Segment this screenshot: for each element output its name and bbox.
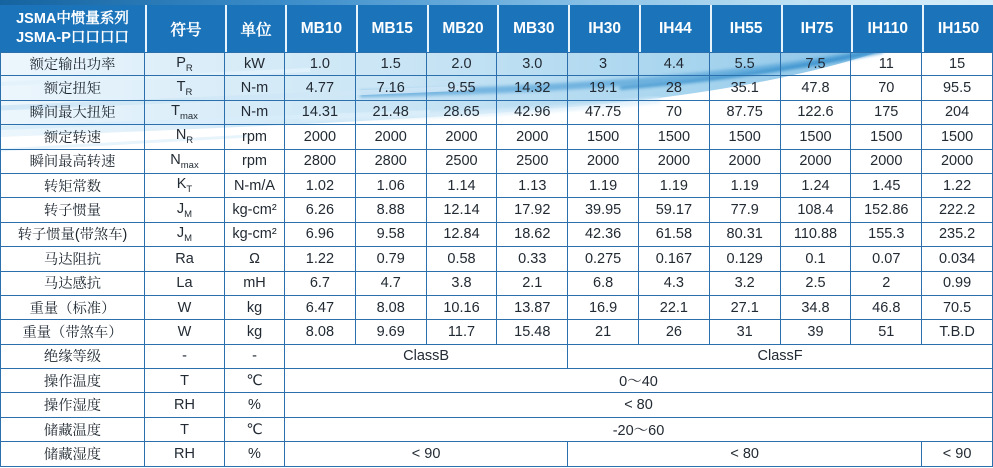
value-cell-IH75: 108.4 bbox=[781, 198, 852, 222]
merged-value-cell: < 80 bbox=[568, 442, 922, 466]
value-cell-MB30: 2000 bbox=[497, 125, 568, 149]
symbol-cell: - bbox=[145, 345, 225, 369]
model-header-IH110: IH110 bbox=[851, 5, 922, 52]
value-cell-MB15: 8.88 bbox=[356, 198, 427, 222]
symbol-cell: $N_R$ bbox=[145, 125, 225, 149]
model-header-MB10: MB10 bbox=[285, 5, 356, 52]
value-cell-IH55: 27.1 bbox=[710, 296, 781, 320]
unit-cell: kg bbox=[225, 296, 285, 320]
value-cell-MB20: 11.7 bbox=[427, 320, 498, 344]
value-cell-IH110: 2000 bbox=[851, 150, 922, 174]
merged-value-cell: ClassB bbox=[285, 345, 568, 369]
value-cell-IH75: 1.24 bbox=[781, 174, 852, 198]
symbol-subscript: R bbox=[186, 135, 194, 147]
value-cell-IH110: 0.07 bbox=[851, 247, 922, 271]
value-cell-MB10: 6.47 bbox=[285, 296, 356, 320]
spec-row bbox=[0, 174, 993, 198]
row-label: 瞬间最大扭矩 bbox=[0, 101, 145, 125]
value-cell-IH55: 77.9 bbox=[710, 198, 781, 222]
value-cell-IH150: 1.22 bbox=[922, 174, 993, 198]
value-cell-IH44: 4.3 bbox=[639, 272, 710, 296]
spec-row bbox=[0, 320, 993, 344]
row-label: 马达感抗 bbox=[0, 272, 145, 296]
merged-value-cell: < 90 bbox=[285, 442, 568, 466]
symbol-cell: T bbox=[145, 418, 225, 442]
value-cell-IH55: 31 bbox=[710, 320, 781, 344]
value-cell-IH30: 1500 bbox=[568, 125, 639, 149]
value-cell-IH55: 3.2 bbox=[710, 272, 781, 296]
row-label: 额定扭矩 bbox=[0, 76, 145, 100]
spec-row bbox=[0, 296, 993, 320]
unit-cell: Ω bbox=[225, 247, 285, 271]
value-cell-IH30: 6.8 bbox=[568, 272, 639, 296]
row-label: 转子惯量 bbox=[0, 198, 145, 222]
value-cell-IH30: 42.36 bbox=[568, 223, 639, 247]
model-header-IH150: IH150 bbox=[922, 5, 993, 52]
symbol-cell: W bbox=[145, 296, 225, 320]
symbol-subscript: T bbox=[186, 184, 193, 196]
value-cell-MB30: 15.48 bbox=[497, 320, 568, 344]
value-cell-IH44: 0.167 bbox=[639, 247, 710, 271]
unit-column-header: 单位 bbox=[225, 5, 285, 52]
row-label: 操作湿度 bbox=[0, 393, 145, 417]
value-cell-MB10: 1.0 bbox=[285, 52, 356, 76]
value-cell-IH110: 51 bbox=[851, 320, 922, 344]
value-cell-MB10: 6.96 bbox=[285, 223, 356, 247]
spec-row bbox=[0, 101, 993, 125]
value-cell-MB20: 12.14 bbox=[427, 198, 498, 222]
value-cell-MB20: 0.58 bbox=[427, 247, 498, 271]
value-cell-IH44: 26 bbox=[639, 320, 710, 344]
unit-cell: kg bbox=[225, 320, 285, 344]
spec-row bbox=[0, 393, 993, 417]
value-cell-IH110: 152.86 bbox=[851, 198, 922, 222]
value-cell-IH75: 39 bbox=[781, 320, 852, 344]
row-label: 额定输出功率 bbox=[0, 52, 145, 76]
value-cell-IH75: 7.5 bbox=[781, 52, 852, 76]
unit-cell: rpm bbox=[225, 150, 285, 174]
value-cell-IH30: 0.275 bbox=[568, 247, 639, 271]
series-title-line1: JSMA中惯量系列 bbox=[16, 10, 129, 27]
value-cell-IH55: 87.75 bbox=[710, 101, 781, 125]
value-cell-IH150: 2000 bbox=[922, 150, 993, 174]
row-label: 瞬间最高转速 bbox=[0, 150, 145, 174]
value-cell-MB30: 3.0 bbox=[497, 52, 568, 76]
value-cell-IH44: 2000 bbox=[639, 150, 710, 174]
merged-value-cell: < 90 bbox=[922, 442, 993, 466]
value-cell-MB15: 1.5 bbox=[356, 52, 427, 76]
unit-cell: rpm bbox=[225, 125, 285, 149]
value-cell-MB30: 18.62 bbox=[497, 223, 568, 247]
row-label: 储藏温度 bbox=[0, 418, 145, 442]
value-cell-IH55: 1500 bbox=[710, 125, 781, 149]
value-cell-MB20: 10.16 bbox=[427, 296, 498, 320]
value-cell-IH110: 70 bbox=[851, 76, 922, 100]
value-cell-MB20: 2.0 bbox=[427, 52, 498, 76]
symbol-cell: La bbox=[145, 272, 225, 296]
value-cell-IH75: 2.5 bbox=[781, 272, 852, 296]
value-cell-MB30: 0.33 bbox=[497, 247, 568, 271]
value-cell-IH150: 0.99 bbox=[922, 272, 993, 296]
value-cell-IH44: 22.1 bbox=[639, 296, 710, 320]
value-cell-MB30: 14.32 bbox=[497, 76, 568, 100]
unit-cell: kg-cm² bbox=[225, 198, 285, 222]
value-cell-IH55: 35.1 bbox=[710, 76, 781, 100]
symbol-subscript: R bbox=[185, 86, 193, 98]
spec-row bbox=[0, 442, 993, 466]
value-cell-IH55: 1.19 bbox=[710, 174, 781, 198]
symbol-cell: $K_T$ bbox=[145, 174, 225, 198]
value-cell-IH150: 15 bbox=[922, 52, 993, 76]
symbol-cell: $J_M$ bbox=[145, 198, 225, 222]
value-cell-IH75: 122.6 bbox=[781, 101, 852, 125]
symbol-subscript: R bbox=[185, 62, 193, 74]
symbol-subscript: max bbox=[179, 110, 198, 122]
header-row bbox=[0, 5, 993, 52]
value-cell-IH44: 1500 bbox=[639, 125, 710, 149]
value-cell-MB20: 2000 bbox=[427, 125, 498, 149]
value-cell-MB15: 7.16 bbox=[356, 76, 427, 100]
row-label: 重量（带煞车） bbox=[0, 320, 145, 344]
value-cell-IH44: 28 bbox=[639, 76, 710, 100]
symbol-cell: T bbox=[145, 369, 225, 393]
symbol-cell: $T_{max}$ bbox=[145, 101, 225, 125]
value-cell-IH55: 2000 bbox=[710, 150, 781, 174]
unit-cell: N-m bbox=[225, 101, 285, 125]
symbol-subscript: M bbox=[184, 232, 193, 244]
symbol-cell: $J_M$ bbox=[145, 223, 225, 247]
row-label: 储藏湿度 bbox=[0, 442, 145, 466]
row-label: 重量（标准） bbox=[0, 296, 145, 320]
value-cell-MB10: 2000 bbox=[285, 125, 356, 149]
value-cell-IH75: 47.8 bbox=[781, 76, 852, 100]
unit-cell: N-m/A bbox=[225, 174, 285, 198]
value-cell-IH44: 70 bbox=[639, 101, 710, 125]
value-cell-IH55: 0.129 bbox=[710, 247, 781, 271]
merged-value-cell: ClassF bbox=[568, 345, 993, 369]
symbol-subscript: M bbox=[184, 208, 193, 220]
value-cell-MB15: 9.58 bbox=[356, 223, 427, 247]
value-cell-MB15: 9.69 bbox=[356, 320, 427, 344]
symbol-cell: $N_{max}$ bbox=[145, 150, 225, 174]
value-cell-IH150: 235.2 bbox=[922, 223, 993, 247]
value-cell-MB10: 8.08 bbox=[285, 320, 356, 344]
row-label: 额定转速 bbox=[0, 125, 145, 149]
value-cell-IH44: 61.58 bbox=[639, 223, 710, 247]
unit-cell: mH bbox=[225, 272, 285, 296]
value-cell-IH30: 1.19 bbox=[568, 174, 639, 198]
value-cell-MB20: 12.84 bbox=[427, 223, 498, 247]
value-cell-IH30: 19.1 bbox=[568, 76, 639, 100]
value-cell-IH150: 0.034 bbox=[922, 247, 993, 271]
value-cell-MB10: 1.02 bbox=[285, 174, 356, 198]
merged-value-cell: < 80 bbox=[285, 393, 993, 417]
model-header-MB15: MB15 bbox=[356, 5, 427, 52]
value-cell-IH30: 47.75 bbox=[568, 101, 639, 125]
value-cell-MB30: 42.96 bbox=[497, 101, 568, 125]
value-cell-IH30: 2000 bbox=[568, 150, 639, 174]
value-cell-IH150: 1500 bbox=[922, 125, 993, 149]
value-cell-IH75: 1500 bbox=[781, 125, 852, 149]
value-cell-IH110: 46.8 bbox=[851, 296, 922, 320]
value-cell-MB30: 2.1 bbox=[497, 272, 568, 296]
row-label: 转矩常数 bbox=[0, 174, 145, 198]
value-cell-MB30: 2500 bbox=[497, 150, 568, 174]
value-cell-MB30: 17.92 bbox=[497, 198, 568, 222]
model-header-IH44: IH44 bbox=[639, 5, 710, 52]
spec-row bbox=[0, 272, 993, 296]
row-label: 操作温度 bbox=[0, 369, 145, 393]
value-cell-IH110: 1.45 bbox=[851, 174, 922, 198]
symbol-cell: W bbox=[145, 320, 225, 344]
value-cell-IH150: 95.5 bbox=[922, 76, 993, 100]
unit-cell: - bbox=[225, 345, 285, 369]
spec-table bbox=[0, 5, 993, 467]
value-cell-IH110: 155.3 bbox=[851, 223, 922, 247]
unit-cell: kg-cm² bbox=[225, 223, 285, 247]
model-header-MB20: MB20 bbox=[427, 5, 498, 52]
value-cell-MB30: 13.87 bbox=[497, 296, 568, 320]
symbol-subscript: max bbox=[180, 159, 199, 171]
unit-cell: ℃ bbox=[225, 369, 285, 393]
symbol-cell: Ra bbox=[145, 247, 225, 271]
spec-row bbox=[0, 418, 993, 442]
value-cell-MB20: 9.55 bbox=[427, 76, 498, 100]
spec-row bbox=[0, 150, 993, 174]
value-cell-IH150: 70.5 bbox=[922, 296, 993, 320]
value-cell-IH44: 59.17 bbox=[639, 198, 710, 222]
symbol-cell: $P_R$ bbox=[145, 52, 225, 76]
value-cell-MB10: 4.77 bbox=[285, 76, 356, 100]
value-cell-IH75: 110.88 bbox=[781, 223, 852, 247]
value-cell-MB30: 1.13 bbox=[497, 174, 568, 198]
value-cell-MB15: 1.06 bbox=[356, 174, 427, 198]
spec-row bbox=[0, 345, 993, 369]
value-cell-MB15: 8.08 bbox=[356, 296, 427, 320]
value-cell-IH75: 34.8 bbox=[781, 296, 852, 320]
merged-value-cell: -20～60 bbox=[285, 418, 993, 442]
unit-cell: N-m bbox=[225, 76, 285, 100]
value-cell-MB10: 2800 bbox=[285, 150, 356, 174]
symbol-cell: RH bbox=[145, 442, 225, 466]
value-cell-IH44: 4.4 bbox=[639, 52, 710, 76]
spec-row bbox=[0, 247, 993, 271]
spec-row bbox=[0, 198, 993, 222]
value-cell-MB15: 21.48 bbox=[356, 101, 427, 125]
value-cell-IH44: 1.19 bbox=[639, 174, 710, 198]
value-cell-IH150: T.B.D bbox=[922, 320, 993, 344]
unit-cell: kW bbox=[225, 52, 285, 76]
unit-cell: % bbox=[225, 442, 285, 466]
unit-cell: ℃ bbox=[225, 418, 285, 442]
symbol-column-header: 符号 bbox=[145, 5, 225, 52]
model-header-IH30: IH30 bbox=[568, 5, 639, 52]
value-cell-MB15: 4.7 bbox=[356, 272, 427, 296]
model-header-IH55: IH55 bbox=[710, 5, 781, 52]
value-cell-MB10: 6.26 bbox=[285, 198, 356, 222]
value-cell-IH30: 3 bbox=[568, 52, 639, 76]
value-cell-MB10: 1.22 bbox=[285, 247, 356, 271]
value-cell-MB20: 28.65 bbox=[427, 101, 498, 125]
value-cell-IH30: 16.9 bbox=[568, 296, 639, 320]
value-cell-MB20: 1.14 bbox=[427, 174, 498, 198]
value-cell-IH55: 80.31 bbox=[710, 223, 781, 247]
unit-cell: % bbox=[225, 393, 285, 417]
value-cell-IH110: 175 bbox=[851, 101, 922, 125]
value-cell-IH110: 11 bbox=[851, 52, 922, 76]
value-cell-IH75: 0.1 bbox=[781, 247, 852, 271]
row-label: 绝缘等级 bbox=[0, 345, 145, 369]
symbol-cell: RH bbox=[145, 393, 225, 417]
row-label: 马达阻抗 bbox=[0, 247, 145, 271]
spec-row bbox=[0, 369, 993, 393]
value-cell-IH30: 39.95 bbox=[568, 198, 639, 222]
series-title-cell bbox=[0, 5, 145, 52]
series-title-line2: JSMA-P口口口口 bbox=[16, 29, 129, 46]
spec-row bbox=[0, 223, 993, 247]
value-cell-IH55: 5.5 bbox=[710, 52, 781, 76]
model-header-IH75: IH75 bbox=[781, 5, 852, 52]
value-cell-IH30: 21 bbox=[568, 320, 639, 344]
spec-row bbox=[0, 76, 993, 100]
model-header-MB30: MB30 bbox=[497, 5, 568, 52]
value-cell-MB20: 3.8 bbox=[427, 272, 498, 296]
row-label: 转子惯量(带煞车) bbox=[0, 223, 145, 247]
value-cell-MB10: 14.31 bbox=[285, 101, 356, 125]
spec-row bbox=[0, 125, 993, 149]
symbol-cell: $T_R$ bbox=[145, 76, 225, 100]
value-cell-IH110: 2 bbox=[851, 272, 922, 296]
spec-table-body bbox=[0, 52, 993, 467]
value-cell-IH110: 1500 bbox=[851, 125, 922, 149]
value-cell-MB15: 0.79 bbox=[356, 247, 427, 271]
value-cell-MB15: 2000 bbox=[356, 125, 427, 149]
value-cell-MB15: 2800 bbox=[356, 150, 427, 174]
merged-value-cell: 0～40 bbox=[285, 369, 993, 393]
value-cell-IH150: 222.2 bbox=[922, 198, 993, 222]
value-cell-MB10: 6.7 bbox=[285, 272, 356, 296]
value-cell-IH150: 204 bbox=[922, 101, 993, 125]
spec-row bbox=[0, 52, 993, 76]
value-cell-MB20: 2500 bbox=[427, 150, 498, 174]
value-cell-IH75: 2000 bbox=[781, 150, 852, 174]
